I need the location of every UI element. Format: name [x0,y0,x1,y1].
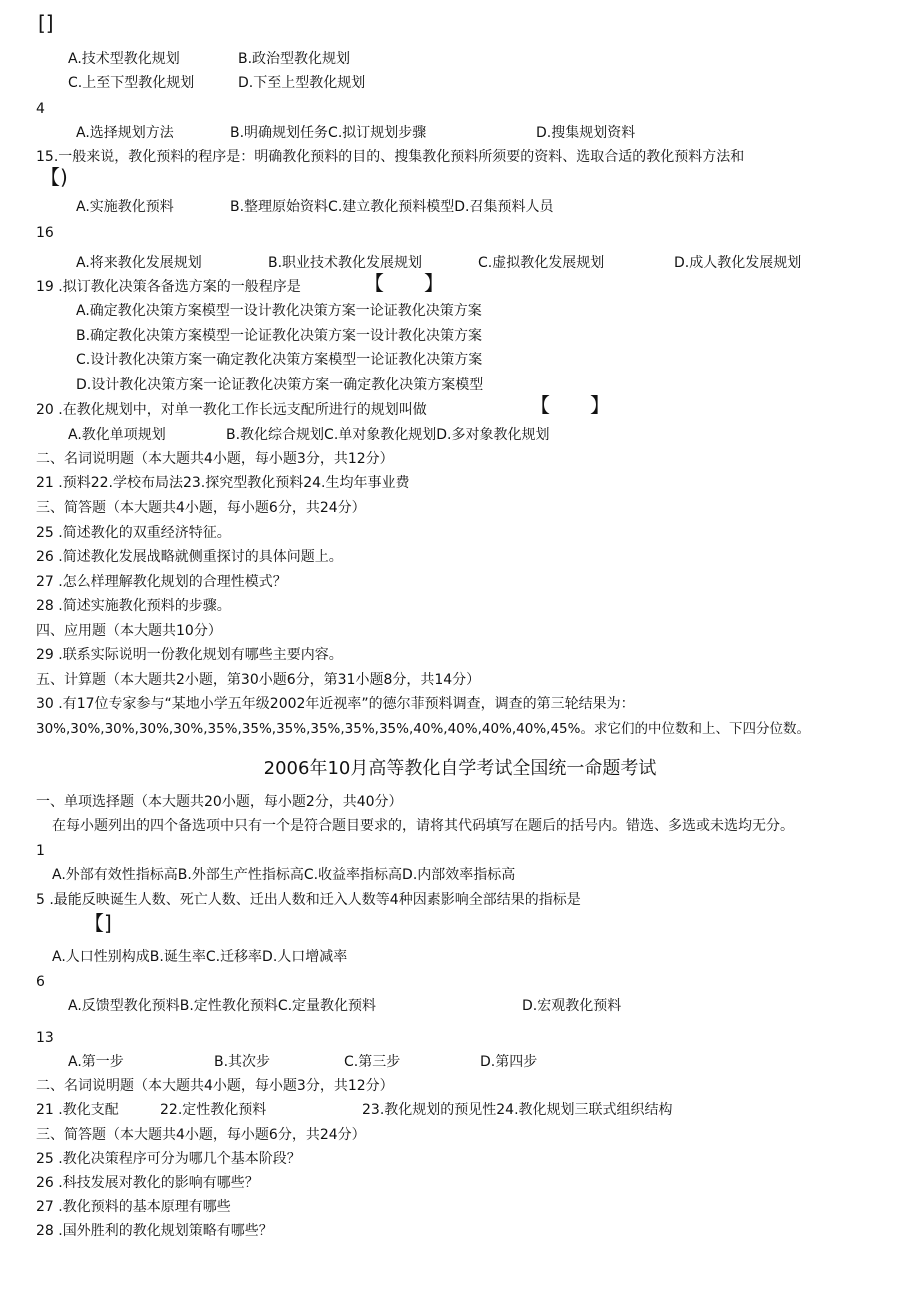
section-heading: 一、单项选择题（本大题共20小题，每小题2分，共40分） [36,794,403,810]
question-22: 22.定性教化预料 [160,1102,267,1118]
option-d: D.下至上型教化规划 [238,75,366,91]
answer-bracket: 【) [40,165,68,189]
question-28: 28 .简述实施教化预料的步骤。 [36,598,231,614]
option-b: B.其次步 [214,1054,271,1070]
question-19: 19 .拟订教化决策各备选方案的一般程序是 [36,279,301,295]
question-26: 26 .简述教化发展战略就侧重探讨的具体问题上。 [36,549,343,565]
option-c: C.设计教化决策方案一确定教化决策方案模型一论证教化决策方案 [76,352,483,368]
section-heading: 二、名词说明题（本大题共4小题，每小题3分，共12分） [36,1078,394,1094]
option-bcd: B.教化综合规划C.单对象教化规划D.多对象教化规划 [226,427,550,443]
option-d: D.第四步 [480,1054,538,1070]
option-d: D.设计教化决策方案一论证教化决策方案一确定教化决策方案模型 [76,377,484,393]
section-heading: 三、简答题（本大题共4小题，每小题6分，共24分） [36,1127,366,1143]
option-bcd: B.整理原始资料C.建立教化预料模型D.召集预料人员 [230,199,554,215]
answer-bracket: 【] [84,911,112,935]
option-bc: B.明确规划任务C.拟订规划步骤 [230,125,427,141]
exam-title: 2006年10月高等教化自学考试全国统一命题考试 [263,758,657,779]
question-number: 16 [36,225,54,241]
option-a: A.将来教化发展规划 [76,255,202,271]
section-heading: 三、简答题（本大题共4小题，每小题6分，共24分） [36,500,366,516]
option-a: A.第一步 [68,1054,124,1070]
question-number: 4 [36,101,45,117]
option-b: B.职业技术教化发展规划 [268,255,423,271]
option-a: A.确定教化决策方案模型一设计教化决策方案一论证教化决策方案 [76,303,482,319]
option-a: A.选择规划方法 [76,125,174,141]
option-c: C.虚拟教化发展规划 [478,255,605,271]
question-25: 25 .简述教化的双重经济特征。 [36,525,231,541]
question-15: 15.一般来说，教化预料的程序是：明确教化预料的目的、搜集教化预料所须要的资料、选取合适的教化预料方法和 [36,149,745,165]
section-heading: 四、应用题（本大题共10分） [36,623,222,639]
question-25: 25 .教化决策程序可分为哪几个基本阶段？ [36,1151,301,1167]
options-q5: A.人口性别构成B.诞生率C.迁移率D.人口增减率 [52,949,348,965]
question-30: 30 .有17位专家参与“某地小学五年级2002年近视率”的德尔菲预料调查，调查的第三轮结果为： [36,696,635,712]
answer-bracket: 【】 [364,271,484,295]
question-number: 6 [36,974,45,990]
question-29: 29 .联系实际说明一份教化规划有哪些主要内容。 [36,647,343,663]
question-30-data: 30%,30%,30%,30%,30%,35%,35%,35%,35%,35%,35%,40%,40%,40%,40%,45%。求它们的中位数和上、下四分位数。 [36,721,810,737]
option-c: C.上至下型教化规划 [68,75,195,91]
answer-bracket: 【】 [530,393,650,417]
instructions: 在每小题列出的四个备选项中只有一个是符合题目要求的，请将其代码填写在题后的括号内。错选、多选或未选均无分。 [52,818,794,834]
question-number: 13 [36,1030,54,1046]
bracket-blank: [] [38,11,54,35]
question-number: 1 [36,843,45,859]
question-5: 5 .最能反映诞生人数、死亡人数、迁出人数和迁入人数等4种因素影响全部结果的指标是 [36,892,581,908]
option-d: D.成人教化发展规划 [674,255,802,271]
question-20: 20 .在教化规划中，对单一教化工作长远支配所进行的规划叫做 [36,402,427,418]
question-27: 27 .教化预料的基本原理有哪些 [36,1199,231,1215]
options-q6: A.反馈型教化预料B.定性教化预料C.定量教化预料 [68,998,377,1014]
question-27: 27 .怎么样理解教化规划的合理性模式？ [36,574,287,590]
option-a: A.技术型教化规划 [68,51,180,67]
options-q1: A.外部有效性指标高B.外部生产性指标高C.收益率指标高D.内部效率指标高 [52,867,516,883]
option-d: D.宏观教化预料 [522,998,622,1014]
option-c: C.第三步 [344,1054,401,1070]
question-28: 28 .国外胜利的教化规划策略有哪些？ [36,1223,273,1239]
section-heading: 五、计算题（本大题共2小题，第30小题6分，第31小题8分，共14分） [36,672,481,688]
question-21: 21 .教化支配 [36,1102,119,1118]
question-26: 26 .科技发展对教化的影响有哪些？ [36,1175,259,1191]
option-b: B.确定教化决策方案模型一论证教化决策方案一设计教化决策方案 [76,328,483,344]
option-b: B.政治型教化规划 [238,51,351,67]
option-a: A.教化单项规划 [68,427,166,443]
option-a: A.实施教化预料 [76,199,174,215]
section-heading: 二、名词说明题（本大题共4小题，每小题3分，共12分） [36,451,394,467]
option-d: D.搜集规划资料 [536,125,636,141]
question-21-24: 21 .预料22.学校布局法23.探究型教化预料24.生均年事业费 [36,475,410,491]
question-23-24: 23.教化规划的预见性24.教化规划三联式组织结构 [362,1102,673,1118]
